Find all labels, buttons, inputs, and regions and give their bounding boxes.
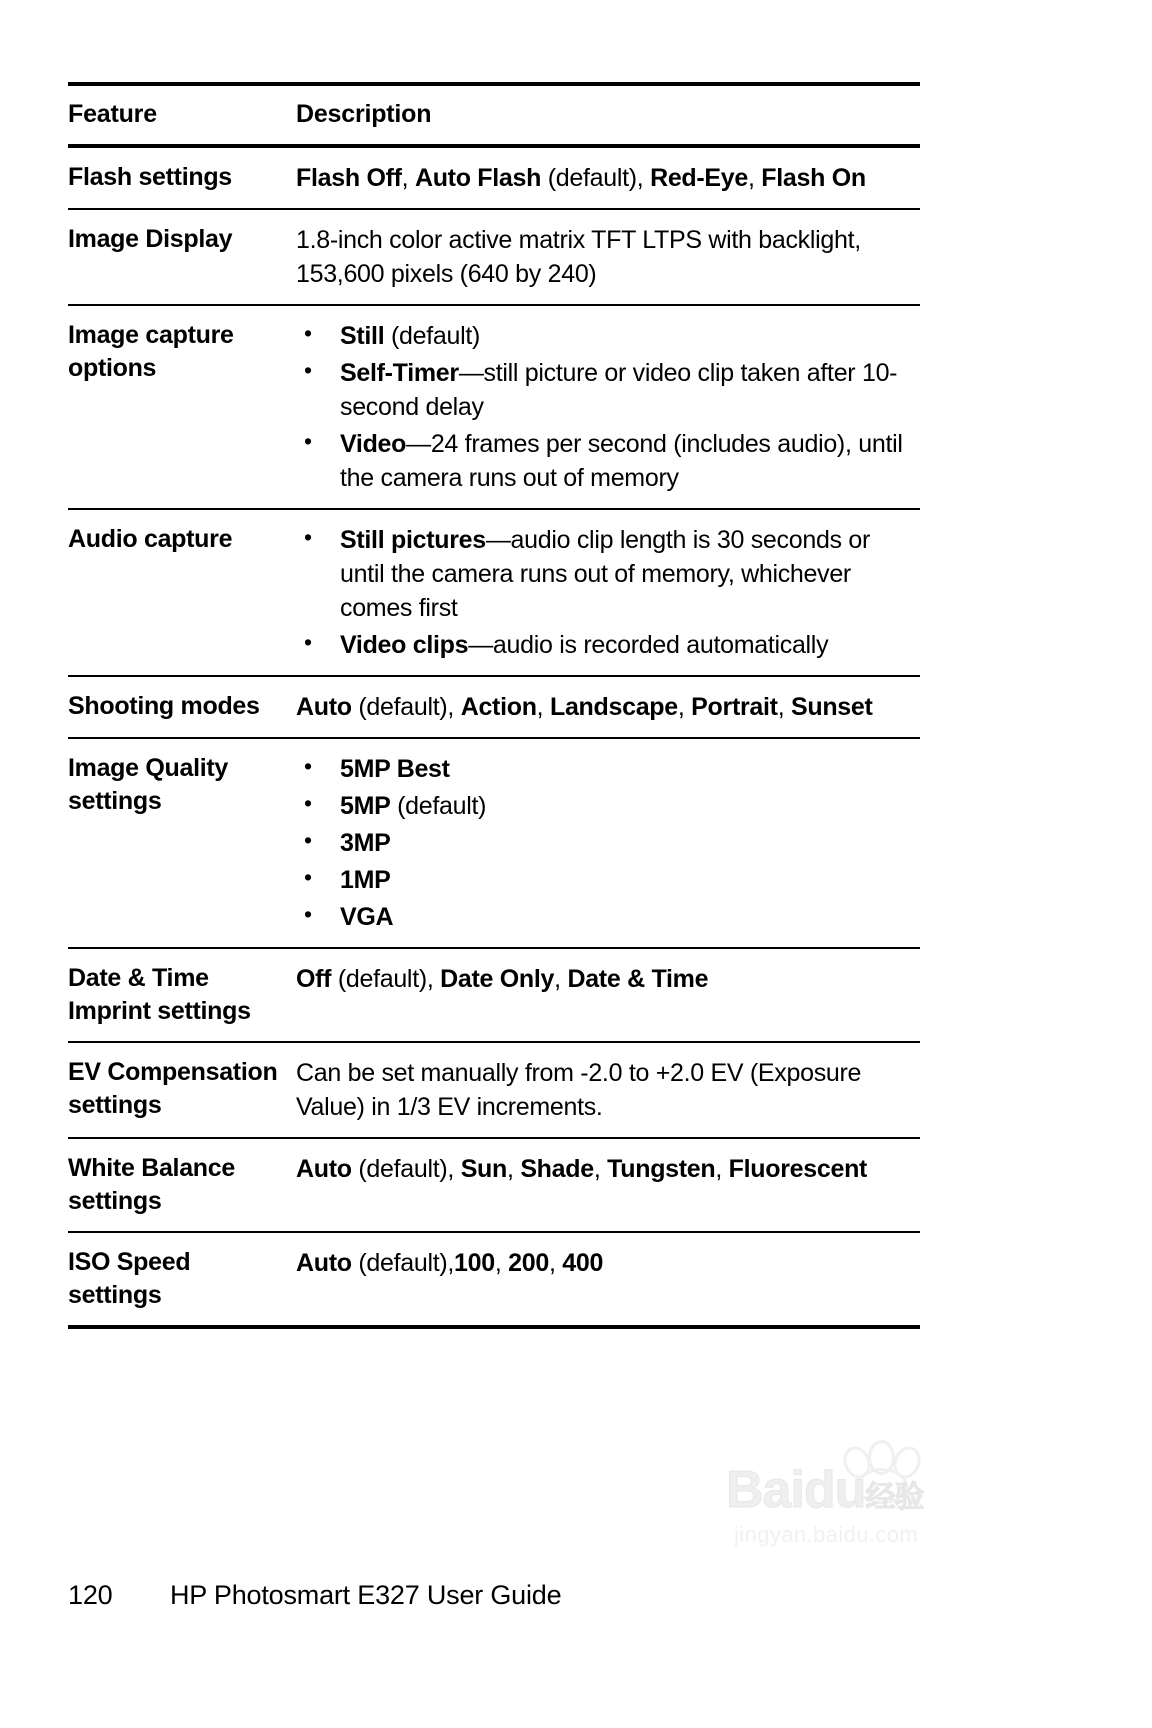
feature-name: Audio capture (68, 509, 296, 676)
table-row (68, 1042, 920, 1138)
description-bullet-item: • Still (default) (296, 319, 920, 353)
table-row (68, 676, 920, 738)
feature-description (296, 146, 920, 209)
description-text: Can be set manually from -2.0 to +2.0 EV (Exposure Value) in 1/3 EV increments. (296, 1058, 862, 1121)
description-bullet-item: • VGA (296, 900, 920, 934)
description-bullet-item: • Video clips—audio is recorded automatically (296, 628, 920, 662)
description-bullet-list (296, 523, 920, 662)
paw-print-icon (838, 1438, 930, 1494)
description-text: Off (default), Date Only, Date & Time (296, 964, 709, 993)
table-row (68, 509, 920, 676)
table-header-row (68, 86, 920, 146)
description-bullet-item: • 5MP Best (296, 752, 920, 786)
feature-description (296, 1138, 920, 1232)
feature-name: White Balance settings (68, 1138, 296, 1232)
table-row (68, 738, 920, 948)
feature-name: Flash settings (68, 146, 296, 209)
table-row (68, 305, 920, 509)
column-header-description: Description (296, 86, 920, 146)
description-bullet-list (296, 319, 920, 495)
description-bullet-item: • 1MP (296, 863, 920, 897)
feature-name: EV Compensation settings (68, 1042, 296, 1138)
table-row (68, 1232, 920, 1327)
table-row (68, 1138, 920, 1232)
page-number: 120 (68, 1580, 113, 1610)
description-bullet-item: • Self-Timer—still picture or video clip taken after 10-second delay (296, 356, 920, 424)
document-title: HP Photosmart E327 User Guide (170, 1580, 562, 1610)
feature-name: ISO Speed settings (68, 1232, 296, 1327)
description-text: Auto (default), Action, Landscape, Portrait, Sunset (296, 692, 873, 721)
description-text: 1.8-inch color active matrix TFT LTPS with backlight, 153,600 pixels (640 by 240) (296, 225, 861, 288)
description-bullet-item: • Video—24 frames per second (includes audio), until the camera runs out of memory (296, 427, 920, 495)
feature-name: Date & Time Imprint settings (68, 948, 296, 1042)
column-header-feature: Feature (68, 86, 296, 146)
feature-description (296, 1042, 920, 1138)
description-text: Auto (default),100, 200, 400 (296, 1248, 604, 1277)
feature-name: Image Display (68, 209, 296, 305)
description-bullet-item: • Still pictures—audio clip length is 30 seconds or until the camera runs out of memory, whichever comes first (296, 523, 920, 625)
feature-description (296, 676, 920, 738)
feature-name: Image Quality settings (68, 738, 296, 948)
table-body (68, 84, 920, 146)
description-text: Flash Off, Auto Flash (default), Red-Eye, Flash On (296, 163, 866, 192)
watermark-brand-suffix: 经验 (865, 1481, 924, 1514)
feature-description (296, 305, 920, 509)
feature-name: Image capture options (68, 305, 296, 509)
page-footer (68, 1580, 968, 1611)
baidu-watermark (726, 1438, 996, 1556)
feature-description (296, 948, 920, 1042)
description-bullet-item: • 3MP (296, 826, 920, 860)
feature-description (296, 1232, 920, 1327)
watermark-brand (726, 1460, 923, 1520)
watermark-brand-text: Baidu (726, 1461, 866, 1519)
table-row (68, 209, 920, 305)
description-text: Auto (default), Sun, Shade, Tungsten, Fluorescent (296, 1154, 868, 1183)
table-rows-host (68, 146, 920, 1327)
camera-specifications-table (68, 82, 920, 1329)
feature-name: Shooting modes (68, 676, 296, 738)
description-bullet-item: • 5MP (default) (296, 789, 920, 823)
watermark-url: jingyan.baidu.com (734, 1522, 919, 1547)
feature-description (296, 738, 920, 948)
feature-description (296, 509, 920, 676)
feature-description (296, 209, 920, 305)
description-bullet-list (296, 752, 920, 934)
table-row (68, 146, 920, 209)
table-row (68, 948, 920, 1042)
